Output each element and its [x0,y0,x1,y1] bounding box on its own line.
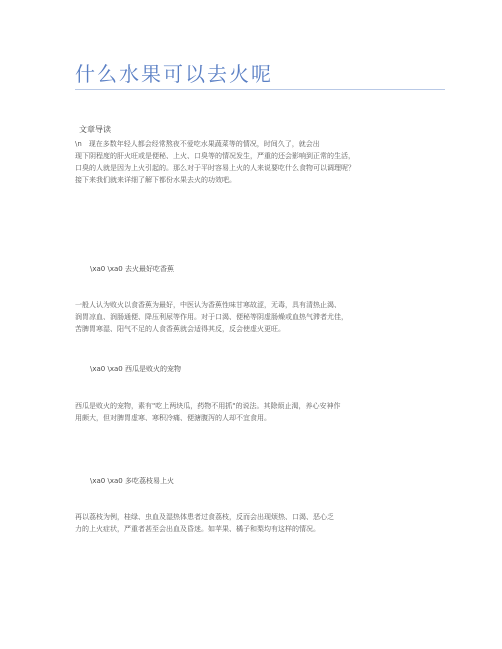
guide-label: 文章导读 [79,125,111,134]
section-heading-lychee: \xa0 \xa0 多吃荔枝易上火 [90,477,174,485]
title-divider [75,89,445,90]
body-line: 润胃凉血、润肠通便、降压利尿等作用。对于口渴、便秘等阴虚肠燥或血热气滞者尤佳， [75,313,348,321]
intro-line: 现下阴程度的肝火旺或是便秘、上火、口臭等的情况发生，严重的还会影响到正常的生活， [75,152,355,160]
intro-paragraph [75,138,447,186]
section-body-lychee [75,511,447,535]
body-line: 西瓜是败火的宠物，素有"吃上两块瓜，药物不用抓"的说法。其除烦止渴，养心安神作 [75,402,341,410]
intro-line: 接下来我们就来详细了解下都份水果去火的功效吧。 [75,176,236,184]
intro-line: 口臭的人就是因为上火引起的。那么对于平时容易上火的人来说要吃什么食物可以调理呢？ [75,164,355,172]
body-line: 苦脾胃寒湿、阳气不足的人食香蕉就会适得其反，反会使虚火更旺。 [75,325,285,333]
section-heading-banana: \xa0 \xa0 去火最好吃香蕉 [90,265,174,273]
body-line: 用颇大，但对脾胃虚寒、寒积冷痛、便溏腹泻的人却不宜食用。 [75,414,271,422]
section-heading-watermelon: \xa0 \xa0 西瓜是败火的宠物 [90,365,181,373]
body-line: 再以荔枝为例，桂绿、虫血及湿热体患者过食荔枝，反而会出现烦热、口渴、恶心乏 [75,513,334,521]
document-title: 什么水果可以去火呢 [75,62,273,86]
body-line: 一般人认为败火以食香蕉为最好，中医认为香蕉性味甘寒故涩，无毒，具有清热止渴、 [75,301,341,309]
body-line: 力的上火症状，严重者甚至会出血及昏迷。如苹果、橘子和梨均有这样的情况。 [75,525,320,533]
section-body-banana [75,299,447,335]
section-body-watermelon [75,400,447,424]
intro-line: \n 现在多数年轻人都会经常熬夜不爱吃水果蔬菜等的情况，时间久了，就会出 [75,140,320,148]
